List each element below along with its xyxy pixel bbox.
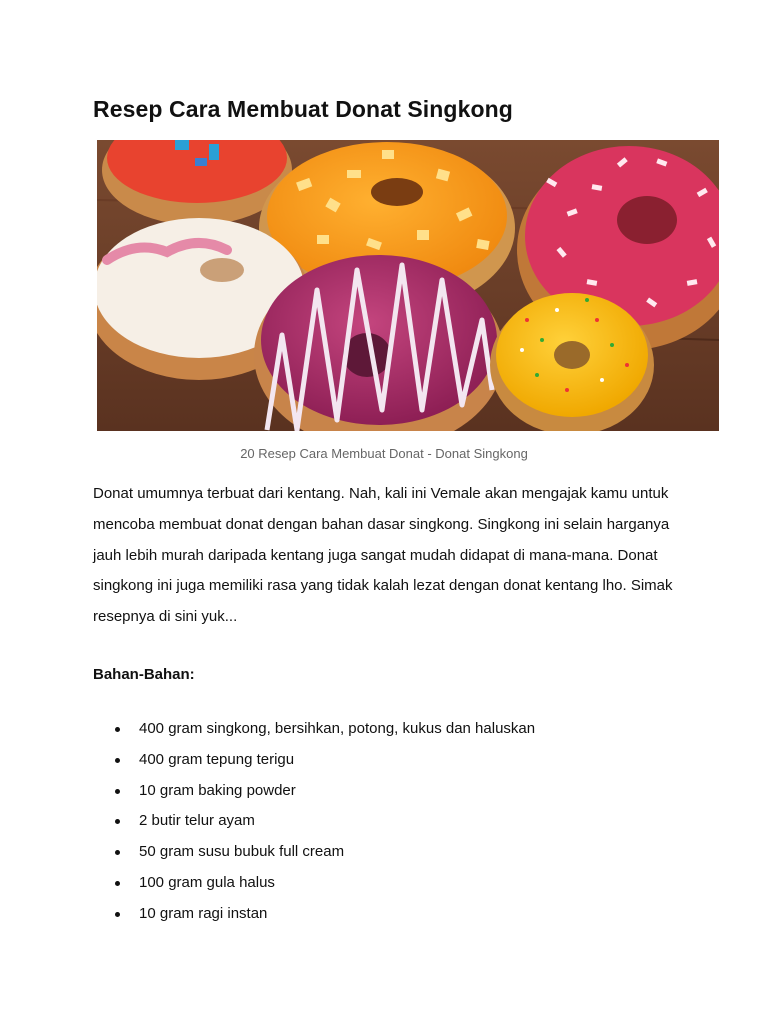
bullet-icon — [115, 912, 120, 917]
list-item — [93, 714, 535, 745]
list-item — [93, 806, 535, 837]
ingredients-heading: Bahan-Bahan: — [93, 666, 195, 683]
list-item — [93, 837, 535, 868]
bullet-icon — [115, 881, 120, 886]
bullet-icon — [115, 758, 120, 763]
image-caption: 20 Resep Cara Membuat Donat - Donat Singkong — [240, 446, 528, 461]
ingredient-text: 10 gram ragi instan — [139, 904, 268, 922]
ingredient-text: 50 gram susu bubuk full cream — [139, 843, 345, 861]
ingredient-text: 400 gram singkong, bersihkan, potong, kukus dan haluskan — [139, 720, 536, 737]
intro-paragraph: Donat umumnya terbuat dari kentang. Nah, kali ini Vemale akan mengajak kamu untuk mencoba membuat donat dengan bahan dasar singkong. Singkong ini selain harganya jauh lebih murah daripada kentang juga sangat mudah didapat di mana-mana. Donat singkong ini juga memiliki rasa yang tidak kalah lezat dengan donat kentang lho. Simak resepnya di sini yuk... — [93, 485, 673, 626]
list-item — [93, 776, 535, 807]
bullet-icon — [115, 789, 120, 794]
donuts-photo — [97, 140, 719, 431]
list-item — [93, 868, 535, 899]
ingredient-text: 100 gram gula halus — [139, 873, 275, 891]
bullet-icon — [115, 850, 120, 855]
ingredients-list — [93, 714, 535, 930]
bullet-icon — [115, 727, 120, 732]
list-item — [93, 745, 535, 776]
list-item — [93, 899, 535, 930]
bullet-icon — [115, 819, 120, 824]
ingredient-text: 2 butir telur ayam — [139, 812, 255, 830]
ingredient-text: 400 gram tepung terigu — [139, 750, 295, 768]
ingredient-text: 10 gram baking powder — [139, 781, 296, 799]
page-title: Resep Cara Membuat Donat Singkong — [93, 96, 513, 122]
